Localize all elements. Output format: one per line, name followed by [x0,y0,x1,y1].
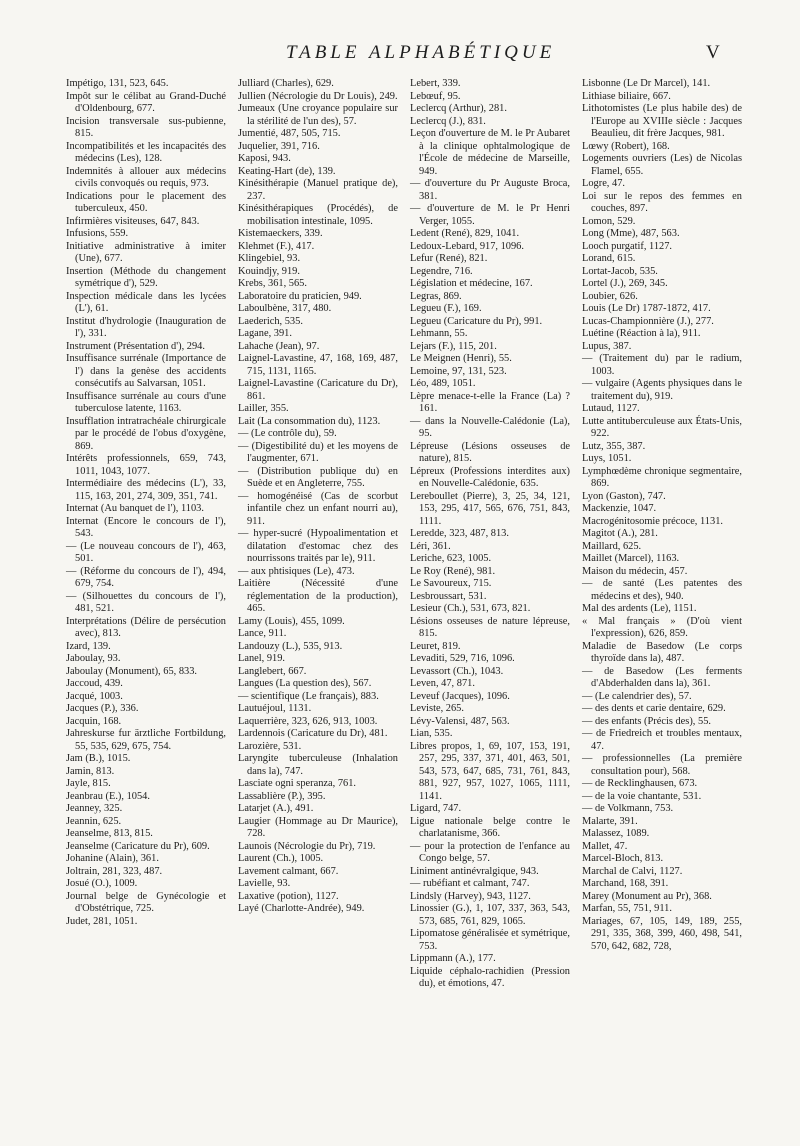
index-entry: Leuret, 819. [410,640,461,652]
index-entry: Lindsly (Harvey), 943, 1127. [410,890,531,902]
index-entry: Lucas-Championnière (J.), 277. [582,315,714,327]
index-entry: — vulgaire (Agents physiques dans le traitement du), 919. [582,378,742,402]
index-entry: Leredde, 323, 487, 813. [410,528,509,539]
index-entry: — (Le nouveau concours de l'), 463, 501. [66,540,226,564]
index-entry: Lesbroussart, 531. [410,590,487,602]
index-entry: — des dents et carie dentaire, 629. [582,703,726,714]
index-entry: Kouindjy, 919. [238,265,300,277]
index-entry: Marey (Monument au Pr), 368. [582,890,712,902]
index-entry: Incision transversale sus-pubienne, 815. [66,115,226,139]
index-entry: Jacqué, 1003. [66,690,123,702]
index-entry: Insuffisance surrénale (Importance de l') dans la genèse des accidents consécutifs au Salvarsan, 1051. [66,353,226,389]
index-entry: Jaccoud, 439. [66,678,123,689]
index-entry: — dans la Nouvelle-Calédonie (La), 95. [410,415,570,439]
index-entry: Intermédiaire des médecins (L'), 33, 115, 163, 201, 274, 309, 351, 741. [66,478,226,502]
index-entry: Leviste, 265. [410,703,464,714]
index-entry: Joltrain, 281, 323, 487. [66,865,163,877]
index-entry: Laurent (Ch.), 1005. [238,853,324,864]
index-entry: Institut d'hydrologie (Inauguration de l'), 331. [66,315,226,339]
index-entry: Législation et médecine, 167. [410,278,533,289]
index-entry: Lebert, 339. [410,78,461,89]
index-entry: — aux phtisiques (Le), 473. [238,565,355,577]
index-entry: Macrogénitosomie précoce, 1131. [582,515,723,527]
index-entry: Maillard, 625. [582,540,642,552]
index-entry: — scientifique (Le français), 883. [238,690,379,702]
index-entry: Leveuf (Jacques), 1096. [410,690,510,702]
index-entry: Laboulbène, 317, 480. [238,303,332,314]
index-entry: Lipomatose généralisée et symétrique, 753. [410,928,570,952]
index-entry: Léri, 361. [410,540,451,552]
page-header [0,38,800,72]
index-entry: Klehmet (F.), 417. [238,240,315,252]
index-entry: Kinésithérapiques (Procédés), de mobilisation intestinale, 1095. [238,203,398,227]
index-entry: Le Roy (René), 981. [410,565,496,577]
index-entry: — de Friedreich et troubles mentaux, 47. [582,728,742,752]
index-entry: Lassablière (P.), 395. [238,790,326,802]
index-entry: Lorand, 615. [582,253,636,264]
index-entry: Lebœuf, 95. [410,90,461,102]
index-entry: Lèpre menace-t-elle la France (La) ? 161. [410,390,570,414]
index-entry: Lortel (J.), 269, 345. [582,278,668,289]
index-entry: Legueu (F.), 169. [410,303,482,314]
index-column-4 [582,78,742,1138]
index-entry: Lesieur (Ch.), 531, 673, 821. [410,603,531,614]
index-entry: Legueu (Caricature du Pr), 991. [410,315,543,327]
index-entry: Jaboulay, 93. [66,653,121,664]
index-entry: Ledent (René), 829, 1041. [410,228,520,239]
index-entry: Léo, 489, 1051. [410,378,476,389]
index-entry: Jeanney, 325. [66,803,123,814]
index-entry: — professionnelles (La première consultation pour), 568. [582,753,742,777]
index-entry: Lutz, 355, 387. [582,440,646,452]
index-entry: Leriche, 623, 1005. [410,553,492,564]
index-entry: Mariages, 67, 105, 149, 189, 255, 291, 335, 368, 399, 460, 498, 541, 570, 642, 682, 728, [582,915,742,952]
index-entry: Infirmières visiteuses, 647, 843. [66,215,200,227]
index-entry: Lemoine, 97, 131, 523. [410,365,507,377]
index-entry: — de Volkmann, 753. [582,803,674,814]
index-entry: Impôt sur le célibat au Grand-Duché d'Oldenbourg, 677. [66,90,226,114]
index-entry: Lutaud, 1127. [582,403,640,414]
index-entry: Liquide céphalo-rachidien (Pression du), et émotions, 47. [410,965,570,989]
index-entry: Lefur (René), 821. [410,253,488,264]
index-entry: — d'ouverture du Pr Auguste Broca, 381. [410,178,570,202]
index-entry: Lavielle, 93. [238,878,291,889]
index-entry: Leclercq (J.), 831. [410,115,486,127]
index-entry: Le Meignen (Henri), 55. [410,353,512,364]
index-entry: Lépreux (Professions interdites aux) en Nouvelle-Calédonie, 635. [410,465,570,489]
index-entry: — hyper-sucré (Hypoalimentation et dilatation d'estomac chez des nourrissons traités par le), 911. [238,528,398,564]
index-entry: Laxative (potion), 1127. [238,890,339,902]
index-entry: — (Digestibilité du) et les moyens de l'augmenter, 671. [238,440,398,464]
index-entry: Lardennois (Caricature du Dr), 481. [238,728,388,739]
index-entry: Marchal de Calvi, 1127. [582,865,683,877]
index-entry: Lejars (F.), 115, 201. [410,340,497,352]
index-entry: Lavement calmant, 667. [238,865,339,877]
index-entry: Lithotomistes (Le plus habile des) de l'Europe au XVIIIe siècle : Jacques Beaulieu, dit frère Jacques, 981. [582,103,742,139]
index-entry: Maladie de Basedow (Le corps thyroïde dans la), 487. [582,640,742,664]
index-entry: Laryngite tuberculeuse (Inhalation dans la), 747. [238,753,398,777]
index-entry: Kinésithérapie (Manuel pratique de), 237. [238,178,398,202]
index-entry: Lagane, 391. [238,328,292,339]
index-entry: Jayle, 815. [66,778,111,789]
index-entry: Impétigo, 131, 523, 645. [66,78,169,89]
index-entry: Logements ouvriers (Les) de Nicolas Flamel, 655. [582,153,742,177]
index-entry: Lehmann, 55. [410,328,468,339]
index-entry: Julliard (Charles), 629. [238,78,334,89]
index-entry: Jumeaux (Une croyance populaire sur la stérilité de l'un des), 57. [238,103,398,127]
index-entry: Laignel-Lavastine (Caricature du Dr), 861. [238,378,398,402]
index-entry: Kistemaeckers, 339. [238,228,323,239]
index-entry: Interprétations (Délire de persécution avec), 813. [66,615,226,639]
index-entry: Lamy (Louis), 455, 1099. [238,615,345,627]
index-entry: Indications pour le placement des tuberculeux, 450. [66,190,226,214]
index-entry: Liniment antinévralgique, 943. [410,865,539,877]
index-columns [66,78,742,1138]
index-entry: — pour la protection de l'enfance au Congo belge, 57. [410,840,570,864]
index-entry: Lautuéjoul, 1131. [238,703,312,714]
index-entry: Lisbonne (Le Dr Marcel), 141. [582,78,711,89]
index-entry: Laignel-Lavastine, 47, 168, 169, 487, 715, 1131, 1165. [238,353,398,377]
index-entry: Insuffisance surrénale au cours d'une tuberculose latente, 1163. [66,390,226,414]
index-entry: Jeannin, 625. [66,815,122,827]
index-entry: Looch purgatif, 1127. [582,240,673,252]
index-entry: Johanine (Alain), 361. [66,853,159,864]
index-entry: Logre, 47. [582,178,625,189]
index-entry: Laitière (Nécessité d'une réglementation de la production), 465. [238,578,398,614]
index-entry: Josué (O.), 1009. [66,878,138,889]
index-entry: Levassort (Ch.), 1043. [410,665,504,677]
index-entry: Ligard, 747. [410,803,462,814]
index-entry: Inspection médicale dans les lycées (L'), 61. [66,290,226,314]
index-entry: Jaboulay (Monument), 65, 833. [66,665,198,677]
index-entry: Marchand, 168, 391. [582,878,669,889]
index-entry: Lomon, 529. [582,215,636,227]
index-entry: Mackenzie, 1047. [582,503,657,514]
index-entry: Jeanselme (Caricature du Pr), 609. [66,840,210,852]
index-entry: Lippmann (A.), 177. [410,953,496,964]
index-entry: Larozière, 531. [238,740,302,752]
index-entry: Lait (La consommation du), 1123. [238,415,381,427]
index-entry: Lahache (Jean), 97. [238,340,320,352]
index-entry: — (Le calendrier des), 57. [582,690,692,702]
index-entry: Laugier (Hommage au Dr Maurice), 728. [238,815,398,839]
page-title: TABLE ALPHABÉTIQUE [286,42,556,63]
index-column-2 [238,78,398,1138]
index-entry: Jeanbrau (E.), 1054. [66,790,150,802]
index-entry: Maillet (Marcel), 1163. [582,553,680,564]
index-entry: Loi sur le repos des femmes en couches, 897. [582,190,742,214]
index-entry: — de Recklinghausen, 673. [582,778,698,789]
index-entry: Laboratoire du praticien, 949. [238,290,362,302]
index-entry: — homogénéisé (Cas de scorbut infantile chez un enfant nourri au), 911. [238,490,398,527]
index-entry: Laederich, 535. [238,315,303,327]
index-entry: — d'ouverture de M. le Pr Henri Verger, 1055. [410,203,570,227]
index-entry: Kaposi, 943. [238,153,291,164]
index-entry: Legras, 869. [410,290,462,302]
index-entry: Mallet, 47. [582,840,628,852]
index-entry: Lance, 911. [238,628,287,639]
index-entry: Lereboullet (Pierre), 3, 25, 34, 121, 153, 295, 417, 565, 676, 751, 843, 1111. [410,490,570,527]
index-entry: — de Basedow (Les ferments d'Abderhalden dans la), 361. [582,665,742,689]
index-entry: Jeanselme, 813, 815. [66,828,153,839]
index-entry: Keating-Hart (de), 139. [238,165,336,177]
index-column-1 [66,78,226,1138]
index-entry: Judet, 281, 1051. [66,915,138,927]
index-entry: « Mal français » (D'où vient l'expression), 626, 859. [582,615,742,639]
index-entry: Ledoux-Lebard, 917, 1096. [410,240,524,252]
index-entry: Malarte, 391. [582,815,638,827]
index-entry: Lupus, 387. [582,340,632,352]
index-entry: Loubier, 626. [582,290,638,302]
index-entry: Jahreskurse fur ärztliche Fortbildung, 55, 535, 629, 675, 754. [66,728,226,752]
index-entry: Malassez, 1089. [582,828,650,839]
index-entry: — (Le contrôle du), 59. [238,428,337,439]
index-entry: — des enfants (Précis des), 55. [582,715,711,727]
index-entry: Linossier (G.), 1, 107, 337, 363, 543, 573, 685, 761, 829, 1065. [410,903,570,927]
index-entry: Luys, 1051. [582,453,632,464]
index-entry: Jacquin, 168. [66,715,122,727]
index-entry: Lévy-Valensi, 487, 563. [410,715,510,727]
index-entry: Levaditi, 529, 716, 1096. [410,653,515,664]
index-entry: Jam (B.), 1015. [66,753,131,764]
index-entry: Juquelier, 391, 716. [238,140,320,152]
index-entry: Internat (Au banquet de l'), 1103. [66,503,204,514]
index-entry: Lanel, 919. [238,653,286,664]
index-entry: Magitot (A.), 281. [582,528,658,539]
index-entry: — (Distribution publique du) en Suède et en Angleterre, 755. [238,465,398,489]
index-entry: Ligue nationale belge contre le charlatanisme, 366. [410,815,570,839]
index-entry: Jacques (P.), 336. [66,703,139,714]
index-entry: — (Silhouettes du concours de l'), 481, 521. [66,590,226,614]
index-entry: — de la voie chantante, 531. [582,790,702,802]
index-entry: Libres propos, 1, 69, 107, 153, 191, 257, 295, 337, 371, 401, 463, 501, 543, 573, 647, 685, 731, 761, 843, 881, 927, 957, 1027, 1065, 1111, 1141. [410,740,570,802]
index-entry: Marfan, 55, 751, 911. [582,903,672,914]
index-entry: Journal belge de Gynécologie et d'Obstétrique, 725. [66,890,226,914]
index-entry: Latarjet (A.), 491. [238,803,314,814]
index-entry: — (Traitement du) par le radium, 1003. [582,353,742,377]
index-entry: Lian, 535. [410,728,453,739]
index-entry: Klingebiel, 93. [238,253,301,264]
index-entry: Jullien (Nécrologie du Dr Louis), 249. [238,90,398,102]
index-entry: Instrument (Présentation d'), 294. [66,340,205,352]
index-entry: — de santé (Les patentes des médecins et des), 940. [582,578,742,602]
index-entry: Long (Mme), 487, 563. [582,228,680,239]
index-entry: Krebs, 361, 565. [238,278,307,289]
index-entry: Leven, 47, 871. [410,678,475,689]
index-entry: Insertion (Méthode du changement symétrique d'), 529. [66,265,226,289]
index-entry: Internat (Encore le concours de l'), 543. [66,515,226,539]
index-entry: Izard, 139. [66,640,111,652]
index-entry: Intérêts professionnels, 659, 743, 1011, 1043, 1077. [66,453,226,477]
index-entry: Mal des ardents (Le), 1151. [582,603,697,614]
index-entry: Louis (Le Dr) 1787-1872, 417. [582,303,711,314]
index-entry: Leclercq (Arthur), 281. [410,103,507,114]
index-entry: Jamin, 813. [66,765,115,777]
index-entry: Lyon (Gaston), 747. [582,490,666,502]
index-entry: Maison du médecin, 457. [582,565,688,577]
index-entry: — rubéfiant et calmant, 747. [410,878,530,889]
index-entry: Landouzy (L.), 535, 913. [238,640,343,652]
index-entry: Lutte antituberculeuse aux États-Unis, 922. [582,415,742,439]
index-entry: Legendre, 716. [410,265,473,277]
index-entry: Lortat-Jacob, 535. [582,265,658,277]
index-entry: Indemnités à allouer aux médecins civils convoqués ou requis, 973. [66,165,226,189]
index-entry: Insufflation intratrachéale chirurgicale par le procédé de l'obus d'oxygène, 869. [66,415,226,452]
index-entry: Marcel-Bloch, 813. [582,853,664,864]
index-entry: Infusions, 559. [66,228,129,239]
index-entry: Incompatibilités et les incapacités des médecins (Les), 128. [66,140,226,164]
index-entry: Lithiase biliaire, 667. [582,90,671,102]
index-entry: Lépreuse (Lésions osseuses de nature), 815. [410,440,570,464]
index-entry: Lymphœdème chronique segmentaire, 869. [582,465,742,489]
index-entry: Lailler, 355. [238,403,289,414]
index-entry: Laquerrière, 323, 626, 913, 1003. [238,715,378,727]
index-entry: Initiative administrative à imiter (Une), 677. [66,240,226,264]
index-entry: Lœwy (Robert), 168. [582,140,670,152]
index-entry: Le Savoureux, 715. [410,578,492,589]
page-number: V [706,42,720,63]
index-entry: Launois (Nécrologie du Pr), 719. [238,840,376,852]
index-entry: Langlebert, 667. [238,665,307,677]
index-entry: — (Réforme du concours de l'), 494, 679, 754. [66,565,226,589]
index-entry: Layé (Charlotte-Andrée), 949. [238,903,365,914]
index-entry: Langues (La question des), 567. [238,678,372,689]
index-entry: Lasciate ogni speranza, 761. [238,778,357,789]
index-entry: Luétine (Réaction à la), 911. [582,328,701,339]
index-entry: Lésions osseuses de nature lépreuse, 815. [410,615,570,639]
index-column-3 [410,78,570,1138]
index-entry: Leçon d'ouverture de M. le Pr Aubaret à la clinique ophtalmologique de l'École de médecine de Marseille, 949. [410,128,570,177]
index-entry: Jumentié, 487, 505, 715. [238,128,341,139]
